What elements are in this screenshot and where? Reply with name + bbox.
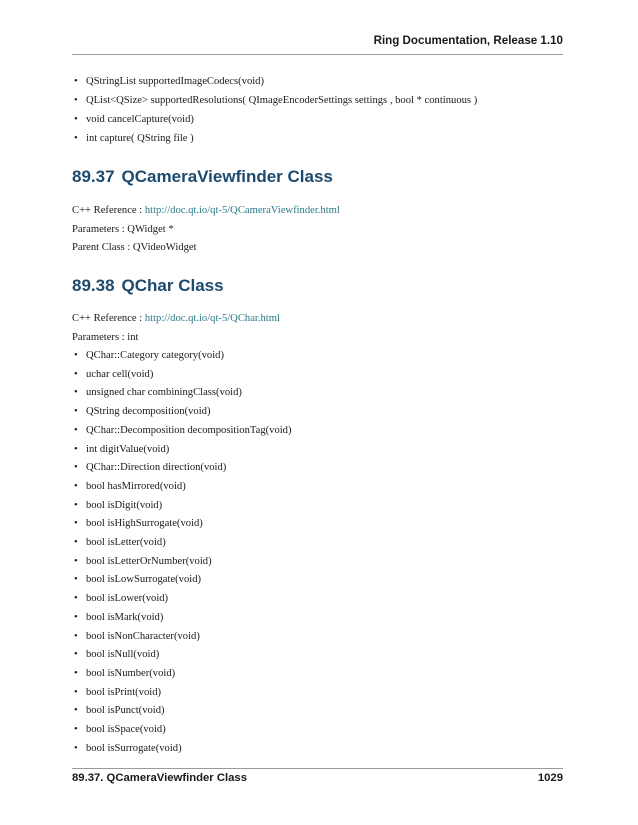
parent-class-line: Parent Class : QVideoWidget bbox=[72, 242, 197, 253]
bullet-icon: • bbox=[74, 95, 78, 106]
bullet-icon: • bbox=[74, 499, 78, 511]
list-item: • bool isLower(void) bbox=[74, 593, 169, 605]
list-item: • bool isSurrogate(void) bbox=[74, 742, 182, 754]
parameters-line: Parameters : QWidget * bbox=[72, 224, 174, 235]
list-item: • bool isDigit(void) bbox=[74, 499, 163, 511]
bullet-icon: • bbox=[74, 350, 78, 361]
bullet-icon: • bbox=[74, 368, 78, 380]
list-item: • unsigned char combiningClass(void) bbox=[74, 387, 242, 399]
list-item: • bool isLetter(void) bbox=[74, 537, 166, 548]
bullet-icon: • bbox=[74, 387, 78, 399]
reference-link[interactable]: http://doc.qt.io/qt-5/QCameraViewfinder.html bbox=[144, 205, 340, 216]
bullet-icon: • bbox=[74, 724, 78, 735]
bullet-icon: • bbox=[74, 424, 78, 436]
list-item: • QString decomposition(void) bbox=[74, 406, 211, 418]
list-item: • bool isLowSurrogate(void) bbox=[74, 574, 202, 586]
list-item: • bool isMark(void) bbox=[74, 611, 164, 623]
list-item: • bool isSpace(void) bbox=[74, 724, 166, 735]
bullet-icon: • bbox=[74, 649, 78, 661]
bullet-icon: • bbox=[74, 686, 78, 698]
list-item: • bool isLetterOrNumber(void) bbox=[74, 555, 212, 567]
list-item: • void cancelCapture(void) bbox=[74, 114, 194, 125]
bullet-icon: • bbox=[74, 667, 78, 679]
list-item: • QChar::Direction direction(void) bbox=[74, 462, 227, 474]
list-item: • bool isNumber(void) bbox=[74, 667, 176, 679]
list-item: • QStringList supportedImageCodecs(void) bbox=[74, 76, 265, 87]
list-item: • bool isHighSurrogate(void) bbox=[74, 518, 203, 530]
bullet-icon: • bbox=[74, 462, 78, 474]
section-heading-qcameraviewfinder: 89.37 QCameraViewfinder Class bbox=[72, 167, 333, 186]
bullet-icon: • bbox=[74, 742, 78, 754]
bullet-icon: • bbox=[74, 133, 78, 144]
list-item: • QChar::Decomposition decompositionTag(void) bbox=[74, 424, 292, 436]
bullet-icon: • bbox=[74, 705, 78, 717]
bullet-icon: • bbox=[74, 537, 78, 548]
reference-link[interactable]: http://doc.qt.io/qt-5/QChar.html bbox=[144, 313, 280, 324]
list-item: • bool hasMirrored(void) bbox=[74, 480, 186, 492]
footer-section-title: 89.37. QCameraViewfinder Class bbox=[72, 772, 247, 784]
list-item: • bool isNonCharacter(void) bbox=[74, 630, 200, 642]
header-rule bbox=[72, 54, 563, 55]
list-item: • QChar::Category category(void) bbox=[74, 350, 224, 361]
reference-line: C++ Reference : http://doc.qt.io/qt-5/QCameraViewfinder.html bbox=[72, 205, 340, 216]
bullet-icon: • bbox=[74, 611, 78, 623]
parameters-line: Parameters : int bbox=[72, 332, 139, 343]
list-item: • int digitValue(void) bbox=[74, 443, 170, 455]
section-heading-qchar: 89.38 QChar Class bbox=[72, 276, 224, 295]
page-number: 1029 bbox=[537, 772, 563, 784]
list-item: • bool isNull(void) bbox=[74, 649, 160, 661]
bullet-icon: • bbox=[74, 114, 78, 125]
bullet-icon: • bbox=[74, 630, 78, 642]
bullet-icon: • bbox=[74, 555, 78, 567]
bullet-icon: • bbox=[74, 518, 78, 530]
list-item: • bool isPrint(void) bbox=[74, 686, 162, 698]
reference-line: C++ Reference : http://doc.qt.io/qt-5/QChar.html bbox=[72, 313, 280, 324]
footer-rule bbox=[72, 768, 563, 769]
bullet-icon: • bbox=[74, 480, 78, 492]
list-item: • QList<QSize> supportedResolutions( QImageEncoderSettings settings , bool * continuous ) bbox=[74, 95, 478, 106]
running-header: Ring Documentation, Release 1.10 bbox=[373, 34, 563, 47]
bullet-icon: • bbox=[74, 443, 78, 455]
list-item: • bool isPunct(void) bbox=[74, 705, 165, 717]
bullet-icon: • bbox=[74, 76, 78, 87]
bullet-icon: • bbox=[74, 593, 78, 605]
bullet-icon: • bbox=[74, 406, 78, 418]
bullet-icon: • bbox=[74, 574, 78, 586]
list-item: • uchar cell(void) bbox=[74, 368, 154, 380]
list-item: • int capture( QString file ) bbox=[74, 133, 194, 144]
